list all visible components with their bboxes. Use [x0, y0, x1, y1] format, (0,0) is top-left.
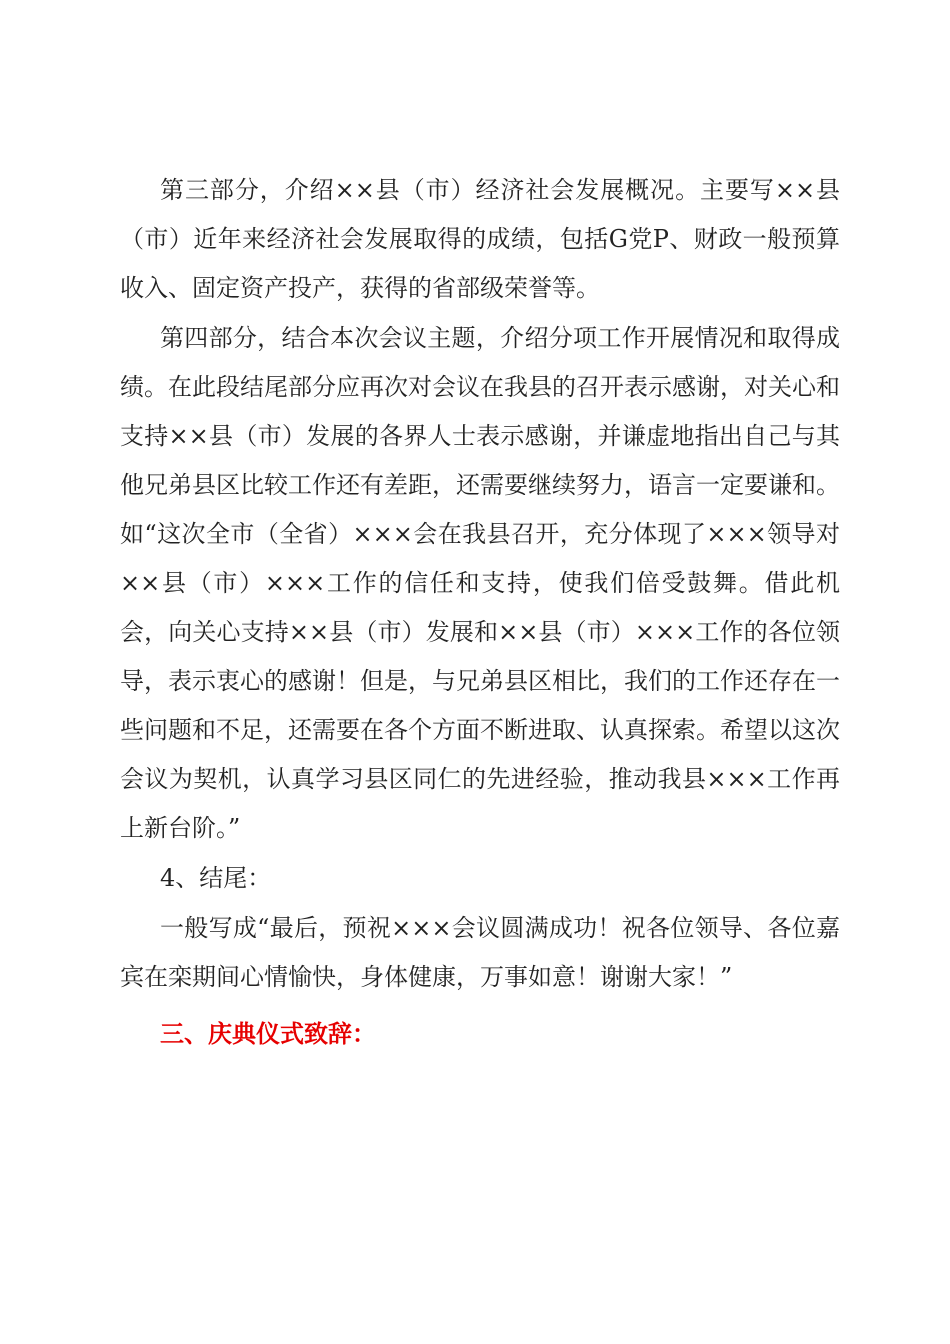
paragraph-part-four: 第四部分，结合本次会议主题，介绍分项工作开展情况和取得成绩。在此段结尾部分应再次对会议在我县的召开表示感谢，对关心和支持××县（市）发展的各界人士表示感谢，并谦虚地指出自己与其他兄弟县区比较工作还有差距，还需要继续努力，语言一定要谦和。如“这次全市（全省）×××会在我县召开，充分体现了×××领导对××县（市）×××工作的信任和支持，使我们倍受鼓舞。借此机会，向关心支持××县（市）发展和××县（市）×××工作的各位领导，表示衷心的感谢！但是，与兄弟县区相比，我们的工作还存在一些问题和不足，还需要在各个方面不断进取、认真探索。希望以这次会议为契机，认真学习县区同仁的先进经验，推动我县×××工作再上新台阶。” — [120, 324, 840, 842]
section-heading: 三、庆典仪式致辞： — [160, 1020, 376, 1048]
document-body — [120, 166, 840, 1059]
paragraph-part-three: 第三部分，介绍××县（市）经济社会发展概况。主要写××县（市）近年来经济社会发展取得的成绩，包括G党P、财政一般预算收入、固定资产投产，获得的省部级荣誉等。 — [120, 176, 840, 302]
paragraph-ending-text: 一般写成“最后，预祝×××会议圆满成功！祝各位领导、各位嘉宾在栾期间心情愉快，身体健康，万事如意！谢谢大家！” — [120, 914, 840, 991]
paragraph-ending-label: 4、结尾： — [160, 864, 272, 892]
